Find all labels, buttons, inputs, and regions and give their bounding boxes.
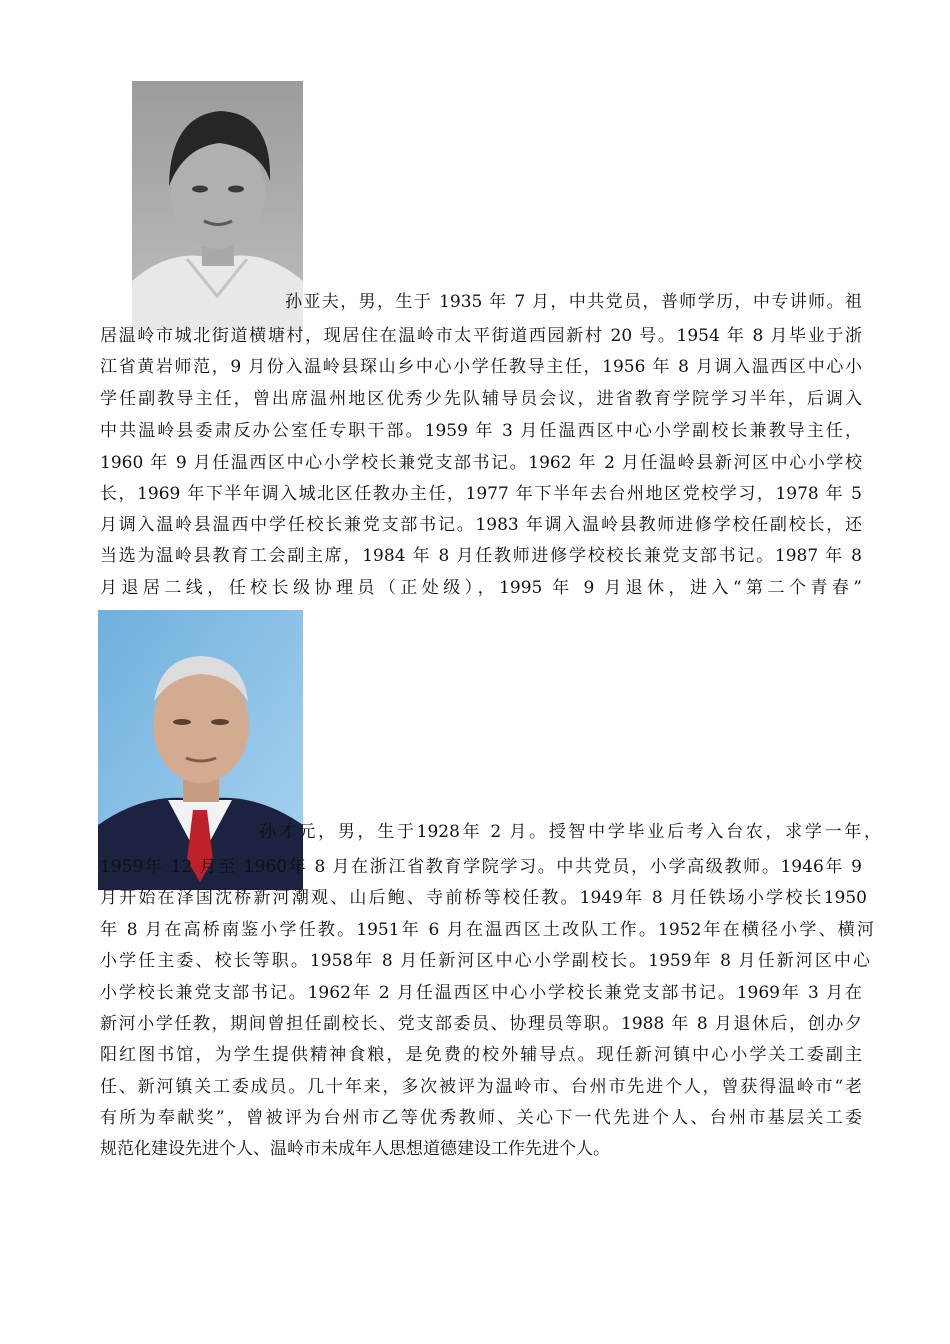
bio-line: 阳红图书馆，为学生提供精神食粮，是免费的校外辅导点。现任新河镇中心小学关工委副主 <box>100 1045 862 1065</box>
bio-line: 月开始在泽国沈桥新河潮观、山后鲍、寺前桥等校任教。1949年 8 月任铁场小学校长1950 <box>100 888 867 908</box>
bio-line: 长，1969 年下半年调入城北区任教办主任，1977 年下半年去台州地区党校学习，1978 年 5 <box>100 484 862 504</box>
bio-line: 1960 年 9 月任温西区中心小学校长兼党支部书记。1962 年 2 月任温岭县新河区中心小学校 <box>100 453 862 473</box>
bio-line: 有所为奉献奖”，曾被评为台州市乙等优秀教师、关心下一代先进个人、台州市基层关工委 <box>100 1108 862 1128</box>
bio-line: 任、新河镇关工委成员。几十年来，多次被评为温岭市、台州市先进个人，曾获得温岭市“老 <box>100 1077 862 1097</box>
bio-line: 年 8 月在高桥南鉴小学任教。1951年 6 月在温西区土改队工作。1952年在横径小学、横河 <box>100 920 874 940</box>
bio-line: 孙亚夫，男，生于 1935 年 7 月，中共党员，普师学历，中专讲师。祖 <box>285 292 862 312</box>
bio-line: 孙才元，男，生于1928年 2 月。授智中学毕业后考入台农，求学一年， <box>259 822 881 842</box>
bio-line: 新河小学任教，期间曾担任副校长、党支部委员、协理员等职。1988 年 8 月退休后，创办夕 <box>100 1014 862 1034</box>
bio-line: 规范化建设先进个人、温岭市未成年人思想道德建设工作先进个人。 <box>100 1139 610 1159</box>
bio-line: 月调入温岭县温西中学任校长兼党支部书记。1983 年调入温岭县教师进修学校任副校长，还 <box>100 515 862 535</box>
bio-line: 当选为温岭县教育工会副主席，1984 年 8 月任教师进修学校校长兼党支部书记。1987 年 8 <box>100 546 862 566</box>
bio-line: 江省黄岩师范，9 月份入温岭县琛山乡中心小学任教导主任，1956 年 8 月调入温西区中心小 <box>100 357 862 377</box>
bio-line: 居温岭市城北街道横塘村，现居住在温岭市太平街道西园新村 20 号。1954 年 8 月毕业于浙 <box>100 326 862 346</box>
bio-line: 小学任主委、校长等职。1958年 8 月任新河区中心小学副校长。1959年 8 月任新河区中心 <box>100 951 870 971</box>
sun-yafu-portrait <box>132 81 303 330</box>
bio-line: 学任副教导主任，曾出席温州地区优秀少先队辅导员会议，进省教育学院学习半年，后调入 <box>100 389 862 409</box>
bio-line: 中共温岭县委肃反办公室任专职干部。1959 年 3 月任温西区中心小学副校长兼教导主任， <box>100 421 862 441</box>
sun-caiyuan-portrait <box>98 610 303 890</box>
bio-line: 小学校长兼党支部书记。1962年 2 月任温西区中心小学校长兼党支部书记。1969年 3 月在 <box>100 983 862 1003</box>
bio-line: 月退居二线，任校长级协理员（正处级），1995 年 9 月退休，进入“第二个青春” <box>100 578 862 598</box>
bio-line: 1959年 12 月至 1960年 8 月在浙江省教育学院学习。中共党员，小学高级教师。1946年 9 <box>100 857 862 877</box>
